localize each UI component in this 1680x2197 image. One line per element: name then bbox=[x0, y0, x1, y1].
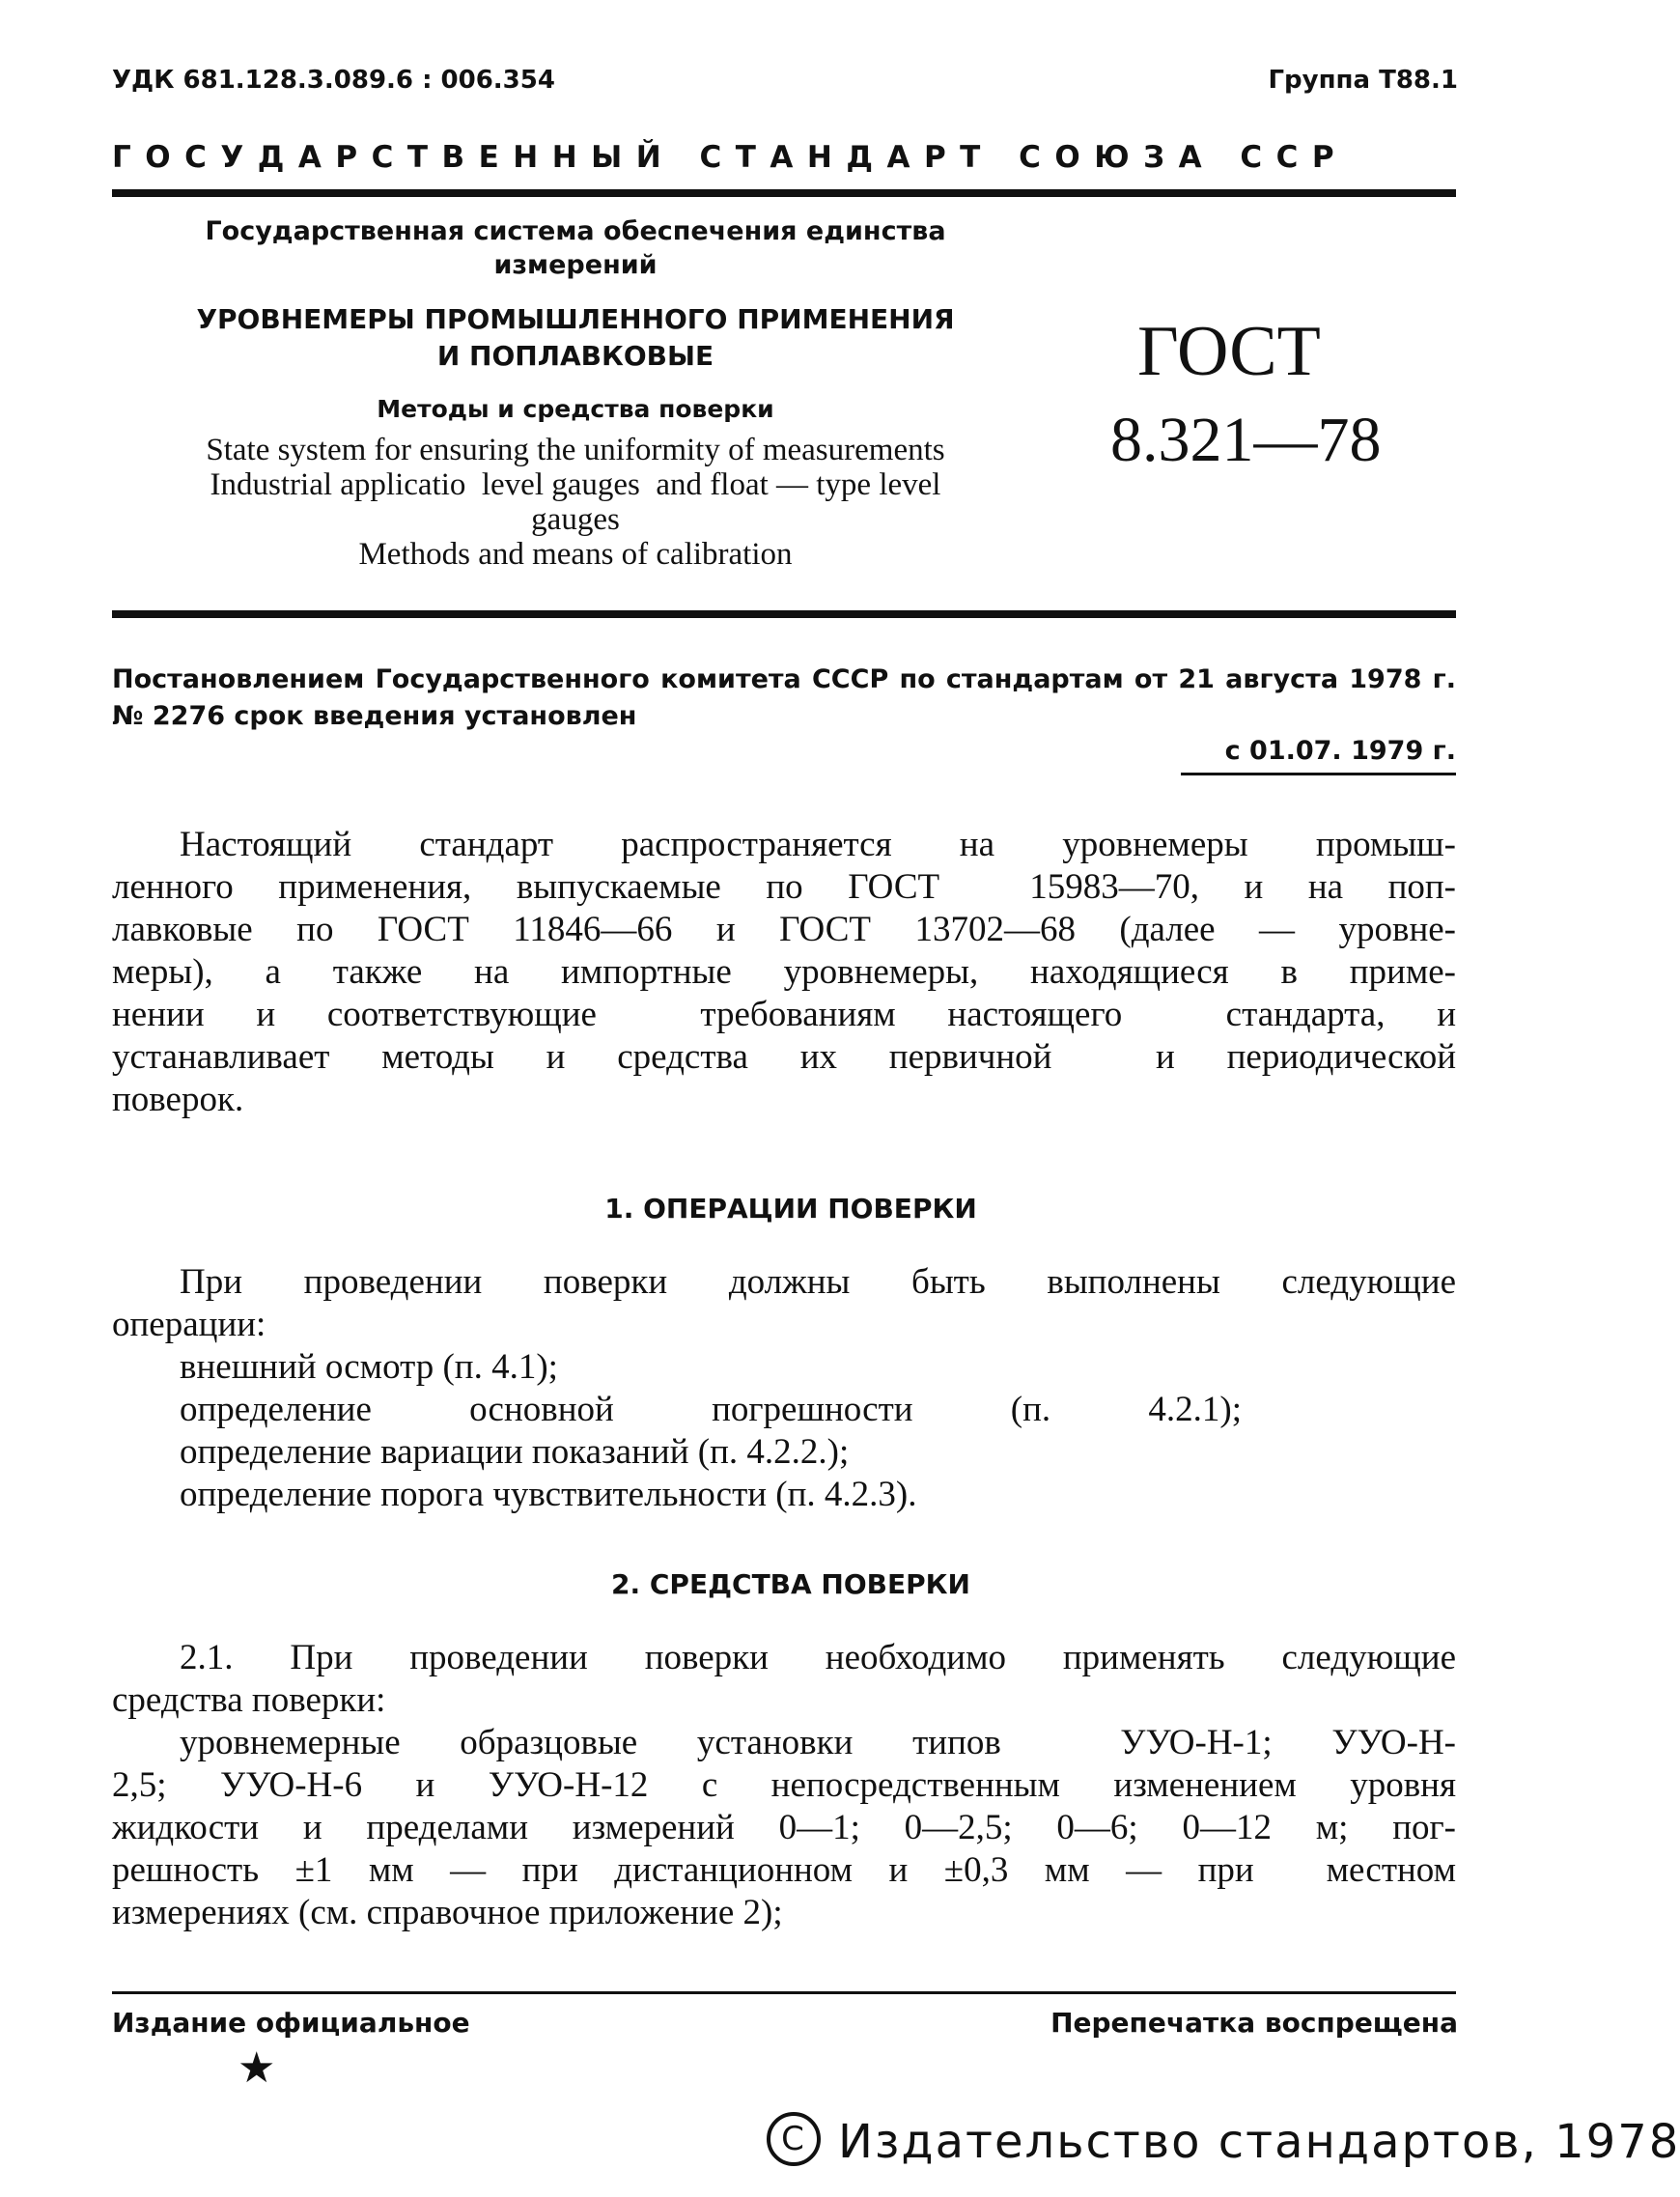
title-block bbox=[112, 214, 1039, 572]
group-code: Группа Т88.1 bbox=[1268, 66, 1458, 95]
header-rule bbox=[112, 189, 1456, 197]
english-title-line2: Industrial applicatio level gauges and float — type level bbox=[210, 467, 941, 502]
section1-line: определение основной погрешности (п. 4.2.1); bbox=[180, 1390, 1242, 1429]
intro-paragraph bbox=[112, 824, 1456, 1121]
state-standard-banner: ГОСУДАРСТВЕННЫЙ СТАНДАРТ СОЮЗА ССР bbox=[112, 140, 1349, 175]
section1-line: определение порога чувствительности (п. 4.2.3). bbox=[180, 1475, 917, 1514]
intro-line: лавковые по ГОСТ 11846—66 и ГОСТ 13702—68 (далее — уровне- bbox=[112, 910, 1456, 949]
section2-line: 2.1. При проведении поверки необходимо применять следующие bbox=[180, 1638, 1456, 1677]
section1-line: операции: bbox=[112, 1305, 266, 1344]
decree-text: Постановлением Государственного комитета СССР по стандартам от 21 августа 1978 г. № 2276 срок введения установлен bbox=[112, 664, 1456, 731]
intro-line: устанавливает методы и средства их первичной и периодической bbox=[112, 1037, 1456, 1077]
methods-subtitle: Методы и средства поверки bbox=[377, 395, 774, 423]
main-title bbox=[112, 301, 1039, 375]
intro-line: нении и соответствующие требованиям настоящего стандарта, и bbox=[112, 995, 1456, 1034]
reprint-prohibited: Перепечатка воспрещена bbox=[1050, 2007, 1458, 2039]
intro-line: ленного применения, выпускаемые по ГОСТ 15983—70, и на поп- bbox=[112, 867, 1456, 907]
section2-line: 2,5; УУО-Н-6 и УУО-Н-12 с непосредственным изменением уровня bbox=[112, 1765, 1456, 1805]
english-title-line3: gauges bbox=[531, 502, 620, 537]
section1-body bbox=[112, 1261, 1456, 1516]
section2-line: жидкости и пределами измерений 0—1; 0—2,5; 0—6; 0—12 м; пог- bbox=[112, 1808, 1456, 1847]
english-title-line4: Methods and means of calibration bbox=[358, 537, 793, 572]
section1-line: При проведении поверки должны быть выполнены следующие bbox=[180, 1262, 1456, 1302]
intro-line: Настоящий стандарт распространяется на уровнемеры промыш- bbox=[180, 825, 1456, 864]
section1-heading: 1. ОПЕРАЦИИ ПОВЕРКИ bbox=[604, 1193, 977, 1225]
section2-line: решность ±1 мм — при дистанционном и ±0,3 мм — при местном bbox=[112, 1850, 1456, 1890]
title-rule bbox=[112, 610, 1456, 618]
publisher-name: Издательство стандартов, 1978 bbox=[838, 2115, 1680, 2169]
section2-line: уровнемерные образцовые установки типов УУО-Н-1; УУО-Н- bbox=[180, 1723, 1456, 1762]
effective-date: с 01.07. 1979 г. bbox=[1224, 736, 1456, 766]
section2-body bbox=[112, 1637, 1456, 1934]
english-title-line1: State system for ensuring the uniformity of measurements bbox=[206, 433, 945, 467]
intro-line: поверок. bbox=[112, 1080, 244, 1119]
udk-code: УДК 681.128.3.089.6 : 006.354 bbox=[112, 66, 555, 95]
section2-line: измерениях (см. справочное приложение 2); bbox=[112, 1893, 783, 1932]
intro-line: меры), а также на импортные уровнемеры, находящиеся в приме- bbox=[112, 952, 1456, 992]
english-title bbox=[112, 433, 1039, 572]
main-title-line2: И ПОПЛАВКОВЫЕ bbox=[436, 340, 714, 372]
copyright-icon: C bbox=[767, 2112, 821, 2166]
gost-number: 8.321—78 bbox=[1110, 405, 1382, 475]
effective-date-underline bbox=[1181, 773, 1456, 775]
system-title: Государственная система обеспечения единства измерений bbox=[205, 216, 946, 280]
star-icon: ★ bbox=[238, 2043, 276, 2093]
footer-rule bbox=[112, 1991, 1456, 1994]
section2-line: средства поверки: bbox=[112, 1680, 386, 1720]
section1-line: определение вариации показаний (п. 4.2.2.); bbox=[180, 1432, 850, 1472]
official-edition: Издание официальное bbox=[112, 2007, 470, 2039]
publisher-line bbox=[767, 2115, 1680, 2172]
section1-line: внешний осмотр (п. 4.1); bbox=[180, 1347, 558, 1387]
main-title-line1: УРОВНЕМЕРЫ ПРОМЫШЛЕННОГО ПРИМЕНЕНИЯ bbox=[196, 303, 955, 335]
gost-label: ГОСТ bbox=[1137, 312, 1321, 391]
section2-heading: 2. СРЕДСТВА ПОВЕРКИ bbox=[611, 1568, 970, 1600]
